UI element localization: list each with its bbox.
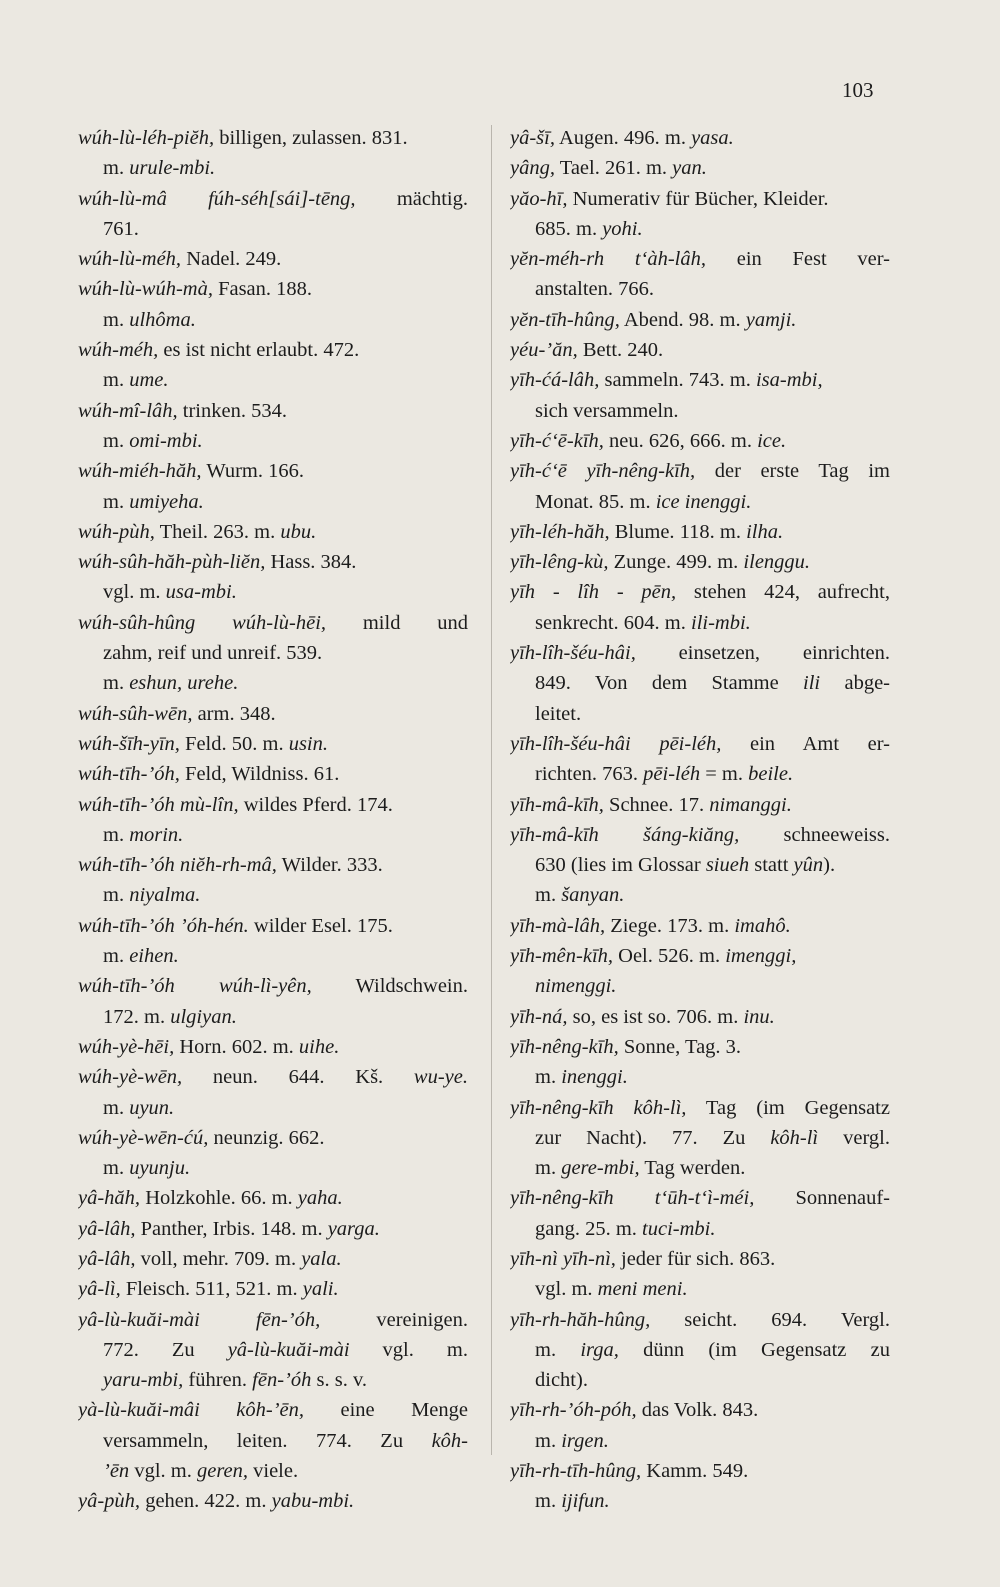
entry-line: yīh-ná, so, es ist so. 706. m. inu. bbox=[510, 1005, 775, 1028]
entry-line: vgl. m. meni meni. bbox=[535, 1278, 688, 1301]
entry-line: nimenggi. bbox=[535, 975, 617, 998]
entry-line: Monat. 85. m. ice inenggi. bbox=[535, 490, 752, 513]
entry-line: 172. m. ulgiyan. bbox=[103, 1005, 237, 1028]
entry-line: yīh-mâ-kīh šáng-kiăng, schneeweiss. bbox=[510, 823, 890, 846]
entry-line: m. ulhôma. bbox=[103, 308, 196, 331]
entry-line: gang. 25. m. tuci-mbi. bbox=[535, 1217, 716, 1240]
entry-line: ’ēn vgl. m. geren, viele. bbox=[103, 1460, 299, 1483]
entry-line: wúh-tīh-’óh, Feld, Wildniss. 61. bbox=[78, 763, 340, 786]
entry-line: yīh-rh-tīh-hûng, Kamm. 549. bbox=[510, 1460, 749, 1483]
entry-line: 772. Zu yâ-lù-kuăi-mài vgl. m. bbox=[103, 1338, 468, 1361]
entry-line: yăo-hī, Numerativ für Bücher, Kleider. bbox=[510, 187, 829, 210]
entry-line: wúh-lù-wúh-mà, Fasan. 188. bbox=[78, 278, 313, 301]
entry-line: wúh-sûh-wēn, arm. 348. bbox=[78, 702, 276, 725]
entry-line: dicht). bbox=[535, 1369, 588, 1392]
entry-line: yĕn-tīh-hûng, Abend. 98. m. yamji. bbox=[510, 308, 797, 331]
entry-line: anstalten. 766. bbox=[535, 278, 654, 301]
entry-line: sich versammeln. bbox=[535, 399, 679, 422]
entry-line: m. uyun. bbox=[103, 1096, 175, 1119]
entry-line: yīh-rh-hăh-hûng, seicht. 694. Vergl. bbox=[510, 1308, 890, 1331]
entry-line: zur Nacht). 77. Zu kôh-lì vergl. bbox=[535, 1126, 890, 1149]
entry-line: yâng, Tael. 261. m. yan. bbox=[510, 157, 707, 180]
entry-line: wúh-lù-méh, Nadel. 249. bbox=[78, 248, 282, 271]
entry-line: yâ-lù-kuăi-mài fēn-’óh, vereinigen. bbox=[78, 1308, 468, 1331]
entry-line: senkrecht. 604. m. ili-mbi. bbox=[535, 611, 751, 634]
entry-line: m. eihen. bbox=[103, 945, 179, 968]
entry-line: yīh - lîh - pēn, stehen 424, aufrecht, bbox=[510, 581, 890, 604]
entry-line: m. morin. bbox=[103, 823, 184, 846]
entry-line: wúh-mî-lâh, trinken. 534. bbox=[78, 399, 287, 422]
entry-line: wúh-sûh-hăh-pùh-liĕn, Hass. 384. bbox=[78, 551, 357, 574]
entry-line: m. irga, dünn (im Gegensatz zu bbox=[535, 1338, 890, 1361]
entry-line: yéu-’ăn, Bett. 240. bbox=[510, 339, 664, 362]
entry-line: zahm, reif und unreif. 539. bbox=[103, 642, 323, 665]
entry-line: wúh-yè-wēn, neun. 644. Kš. wu-ye. bbox=[78, 1066, 468, 1089]
entry-line: yīh-ćá-lâh, sammeln. 743. m. isa-mbi, bbox=[510, 369, 823, 392]
entry-line: m. eshun, urehe. bbox=[103, 672, 239, 695]
entry-line: leitet. bbox=[535, 702, 582, 725]
entry-line: m. omi-mbi. bbox=[103, 429, 203, 452]
entry-line: 849. Von dem Stamme ili abge- bbox=[535, 672, 890, 695]
entry-line: yīh-mên-kīh, Oel. 526. m. imenggi, bbox=[510, 945, 797, 968]
entry-line: m. inenggi. bbox=[535, 1066, 628, 1089]
left-column bbox=[78, 123, 468, 1517]
entry-line: wúh-sûh-hûng wúh-lù-hēi, mild und bbox=[78, 611, 468, 634]
entry-line: wúh-tīh-’óh wúh-lì-yên, Wildschwein. bbox=[78, 975, 468, 998]
entry-line: yīh-nêng-kīh t‘ūh-t‘ì-méi, Sonnenauf- bbox=[510, 1187, 890, 1210]
entry-line: yīh-nêng-kīh, Sonne, Tag. 3. bbox=[510, 1035, 742, 1058]
entry-line: yâ-lâh, voll, mehr. 709. m. yala. bbox=[78, 1247, 342, 1270]
page-number: 103 bbox=[842, 78, 874, 102]
entry-line: wúh-yè-wēn-ćú, neunzig. 662. bbox=[78, 1126, 325, 1149]
entry-line: wúh-šīh-yīn, Feld. 50. m. usin. bbox=[78, 732, 329, 755]
entry-line: yĕn-méh-rh t‘àh-lâh, ein Fest ver- bbox=[510, 248, 890, 271]
entry-line: m. irgen. bbox=[535, 1429, 609, 1452]
entry-line: yīh-lîh-šéu-hâi, einsetzen, einrichten. bbox=[510, 642, 890, 665]
entry-line: yīh-lîh-šéu-hâi pēi-léh, ein Amt er- bbox=[510, 732, 890, 755]
entry-line: wúh-miéh-hăh, Wurm. 166. bbox=[78, 460, 304, 483]
entry-line: richten. 763. pēi-léh = m. beile. bbox=[535, 763, 794, 786]
entry-line: yīh-lêng-kù, Zunge. 499. m. ilenggu. bbox=[510, 551, 811, 574]
entry-line: m. urule-mbi. bbox=[103, 157, 216, 180]
entry-line: yâ-hăh, Holzkohle. 66. m. yaha. bbox=[78, 1187, 343, 1210]
entry-line: yīh-léh-hăh, Blume. 118. m. ilha. bbox=[510, 520, 784, 543]
entry-line: m. šanyan. bbox=[535, 884, 625, 907]
entry-line: yīh-mà-lâh, Ziege. 173. m. imahô. bbox=[510, 914, 791, 937]
entry-line: yīh-ć‘ē-kīh, neu. 626, 666. m. ice. bbox=[510, 429, 787, 452]
right-column bbox=[510, 123, 890, 1517]
entry-line: yâ-lì, Fleisch. 511, 521. m. yali. bbox=[78, 1278, 339, 1301]
entry-line: 685. m. yohi. bbox=[535, 217, 643, 240]
entry-line: vgl. m. usa-mbi. bbox=[103, 581, 237, 604]
entry-line: wúh-méh, es ist nicht erlaubt. 472. bbox=[78, 339, 360, 362]
entry-line: yà-lù-kuăi-mâi kôh-’ēn, eine Menge bbox=[78, 1399, 468, 1422]
entry-line: wúh-tīh-’óh mù-lîn, wildes Pferd. 174. bbox=[78, 793, 393, 816]
entry-line: yaru-mbi, führen. fēn-’óh s. s. v. bbox=[103, 1369, 367, 1392]
entry-line: m. gere-mbi, Tag werden. bbox=[535, 1157, 746, 1180]
entry-line: m. umiyeha. bbox=[103, 490, 204, 513]
column-divider bbox=[491, 125, 492, 1455]
entry-line: versammeln, leiten. 774. Zu kôh- bbox=[103, 1429, 468, 1452]
entry-line: yâ-pùh, gehen. 422. m. yabu-mbi. bbox=[78, 1490, 355, 1513]
entry-line: yīh-rh-’óh-póh, das Volk. 843. bbox=[510, 1399, 759, 1422]
entry-line: yīh-mâ-kīh, Schnee. 17. nimanggi. bbox=[510, 793, 792, 816]
entry-line: wúh-tīh-’óh niĕh-rh-mâ, Wilder. 333. bbox=[78, 854, 383, 877]
entry-line: yīh-nì yīh-nì, jeder für sich. 863. bbox=[510, 1247, 776, 1270]
entry-line: yīh-ć‘ē yīh-nêng-kīh, der erste Tag im bbox=[510, 460, 890, 483]
entry-line: 761. bbox=[103, 217, 139, 240]
entry-line: wúh-lù-mâ fúh-séh[sái]-tēng, mächtig. bbox=[78, 187, 468, 210]
entry-line: 630 (lies im Glossar siueh statt yûn). bbox=[535, 854, 836, 877]
entry-line: yâ-lâh, Panther, Irbis. 148. m. yarga. bbox=[78, 1217, 380, 1240]
entry-line: m. ijifun. bbox=[535, 1490, 610, 1513]
entry-line: m. ume. bbox=[103, 369, 169, 392]
entry-line: wúh-tīh-’óh ’óh-hén. wilder Esel. 175. bbox=[78, 914, 393, 937]
entry-line: yâ-šī, Augen. 496. m. yasa. bbox=[510, 127, 734, 149]
entry-line: yīh-nêng-kīh kôh-lì, Tag (im Gegensatz bbox=[510, 1096, 890, 1119]
entry-line: m. uyunju. bbox=[103, 1157, 191, 1180]
entry-line: m. niyalma. bbox=[103, 884, 201, 907]
entry-line: wúh-lù-léh-piĕh, billigen, zulassen. 831. bbox=[78, 127, 408, 149]
entry-line: wúh-pùh, Theil. 263. m. ubu. bbox=[78, 520, 317, 543]
entry-line: wúh-yè-hēi, Horn. 602. m. uihe. bbox=[78, 1035, 340, 1058]
